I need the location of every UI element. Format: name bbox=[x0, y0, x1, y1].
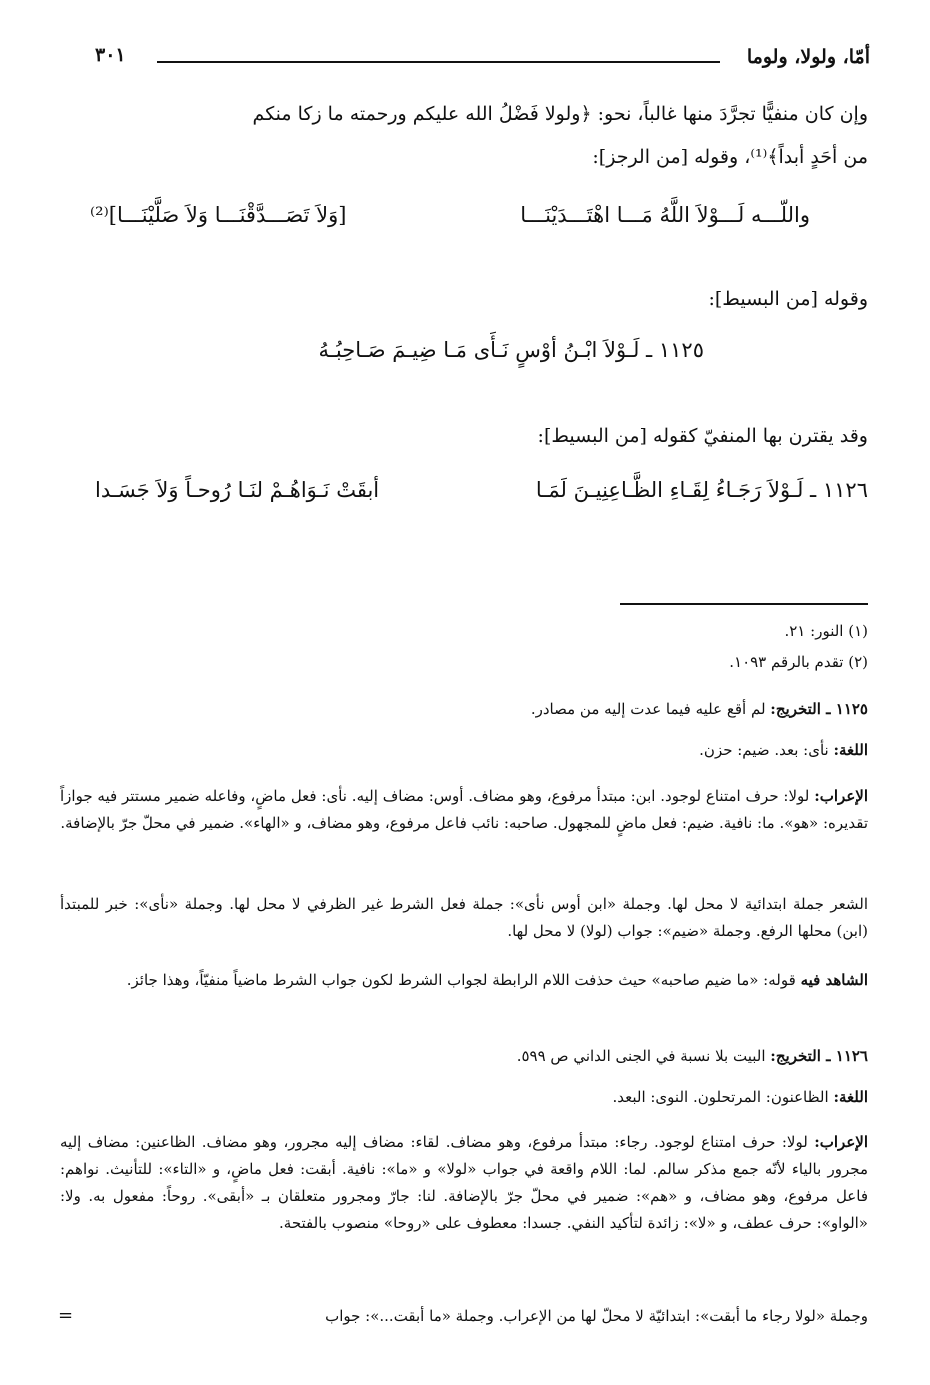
takhrij-text: البيت بلا نسبة في الجنى الداني ص ٥٩٩. bbox=[516, 1047, 766, 1065]
lugha-label: اللغة: bbox=[833, 741, 868, 759]
irab-1126 bbox=[60, 1129, 868, 1237]
lugha-text: نأى: بعد. ضيم: حزن. bbox=[699, 741, 829, 759]
irab-1125 bbox=[60, 783, 868, 837]
continuation-mark: = bbox=[58, 1305, 74, 1326]
lugha-1125 bbox=[60, 741, 868, 759]
takhrij-1126 bbox=[60, 1047, 868, 1065]
irab-label: الإعراب: bbox=[814, 787, 868, 805]
takhrij-1125 bbox=[60, 700, 868, 718]
takhrij-label: ١١٢٥ ـ التخريج: bbox=[770, 700, 868, 718]
irab-text: لولا: حرف امتناع لوجود. رجاء: مبتدأ مرفوع، وهو مضاف. لقاء: مضاف إليه مجرور، وهو مضاف. الظاعنين: مضاف إليه مجرور بالياء لأنّه جمع مذكر سالم. لما: اللام واقعة في جواب «لولا» و «ما»: نافية. أبقت: فعل ماضٍ، و «التاء»: للتأنيث. نواهم: فاعل مرفوع، وهو مضاف، و «هم»: ضمير في محلّ جرّ بالإضافة. لنا: جارّ ومجرور متعلقان بـ «أبقى». روحاً: مفعول به. ولا: «الواو»: حرف عطف، و «لا»: زائدة لتأكيد النفي. جسدا: معطوف على «روحا» منصوب بالفتحة. bbox=[60, 1133, 868, 1232]
takhrij-text: لم أقع عليه فيما عدت إليه من مصادر. bbox=[530, 700, 766, 718]
irab-text: لولا: حرف امتناع لوجود. ابن: مبتدأ مرفوع، وهو مضاف. أوس: مضاف إليه. نأى: فعل ماضٍ، وفاعله ضمير مستتر فيه جوازاً تقديره: «هو». ما: نافية. ضيم: فعل ماضٍ للمجهول. صاحبه: نائب فاعل مرفوع، وهو مضاف، و «الهاء». ضمير في محلّ جرّ بالإضافة. bbox=[60, 787, 868, 832]
page-number: ٣٠١ bbox=[95, 44, 126, 66]
jumal-1125: الشعر جملة ابتدائية لا محل لها. وجملة «ابن أوس نأى»: جملة فعل الشرط غير الظرفي لا محل لها. وجملة «نأى»: خبر للمبتدأ (ابن) محلها الرفع. وجملة «ضيم»: جواب (لولا) لا محل لها. bbox=[60, 895, 868, 940]
body-line-1: وإن كان منفيًّا تجرَّدَ منها غالباً، نحو: ﴿ولولا فَضْلُ الله عليكم ورحمته ما زكا منكم bbox=[252, 103, 868, 125]
takhrij-label: ١١٢٦ ـ التخريج: bbox=[770, 1047, 868, 1065]
verse-1-first-hemistich: واللّـــه لَـــوْلاَ اللَّهُ مَـــا اهْتَـــدَيْنَـــا bbox=[520, 203, 810, 227]
lugha-text: الظاعنون: المرتحلون. النوى: البعد. bbox=[612, 1088, 829, 1106]
verse-1125: ١١٢٥ ـ لَـوْلاَ ابْـنُ أوْسٍ نَـأَى مَـا ضِيـمَ صَـاحِبُـهُ bbox=[318, 338, 704, 362]
jumal-1126: وجملة «لولا رجاء ما أبقت»: ابتدائيّة لا محلّ لها من الإعراب. وجملة «ما أبقت...»: جواب bbox=[325, 1307, 868, 1325]
footnote-1: (١) النور: ٢١. bbox=[784, 622, 868, 640]
header-rule bbox=[157, 61, 720, 63]
lugha-label: اللغة: bbox=[833, 1088, 868, 1106]
shahid-label: الشاهد فيه bbox=[800, 971, 868, 989]
running-header bbox=[95, 40, 870, 76]
verse-1-second-hemistich: [وَلاَ تَصَـــدَّقْنَـــا وَلاَ صَلَّيْنَـــا]⁽²⁾ bbox=[90, 203, 347, 227]
body-line-2: من أحَدٍ أبداً﴾⁽¹⁾، وقوله [من الرجز]: bbox=[592, 146, 868, 168]
verse-1126-first-hemistich: ١١٢٦ ـ لَـوْلاَ رَجَـاءُ لِقَـاءِ الظَّـاعِنِيـنَ لَمَـا bbox=[535, 478, 868, 502]
lugha-1126 bbox=[60, 1088, 868, 1106]
body-intro-3: وقد يقترن بها المنفيّ كقوله [من البسيط]: bbox=[537, 425, 868, 447]
footnote-2: (٢) تقدم بالرقم ١٠٩٣. bbox=[729, 653, 868, 671]
shahid-text: قوله: «ما ضيم صاحبه» حيث حذفت اللام الرابطة لجواب الشرط لكون جواب الشرط ماضياً منفيّاً، وهذا جائز. bbox=[126, 971, 796, 989]
irab-label: الإعراب: bbox=[814, 1133, 868, 1151]
verse-1126-second-hemistich: أبقَتْ نَـوَاهُـمْ لنَـا رُوحـاً وَلاَ جَسَـدا bbox=[95, 478, 380, 502]
shahid-1125 bbox=[60, 967, 868, 994]
header-title: أمّا، ولولا، ولوما bbox=[746, 46, 870, 68]
footnote-separator bbox=[620, 603, 868, 605]
body-intro-2: وقوله [من البسيط]: bbox=[708, 288, 868, 310]
